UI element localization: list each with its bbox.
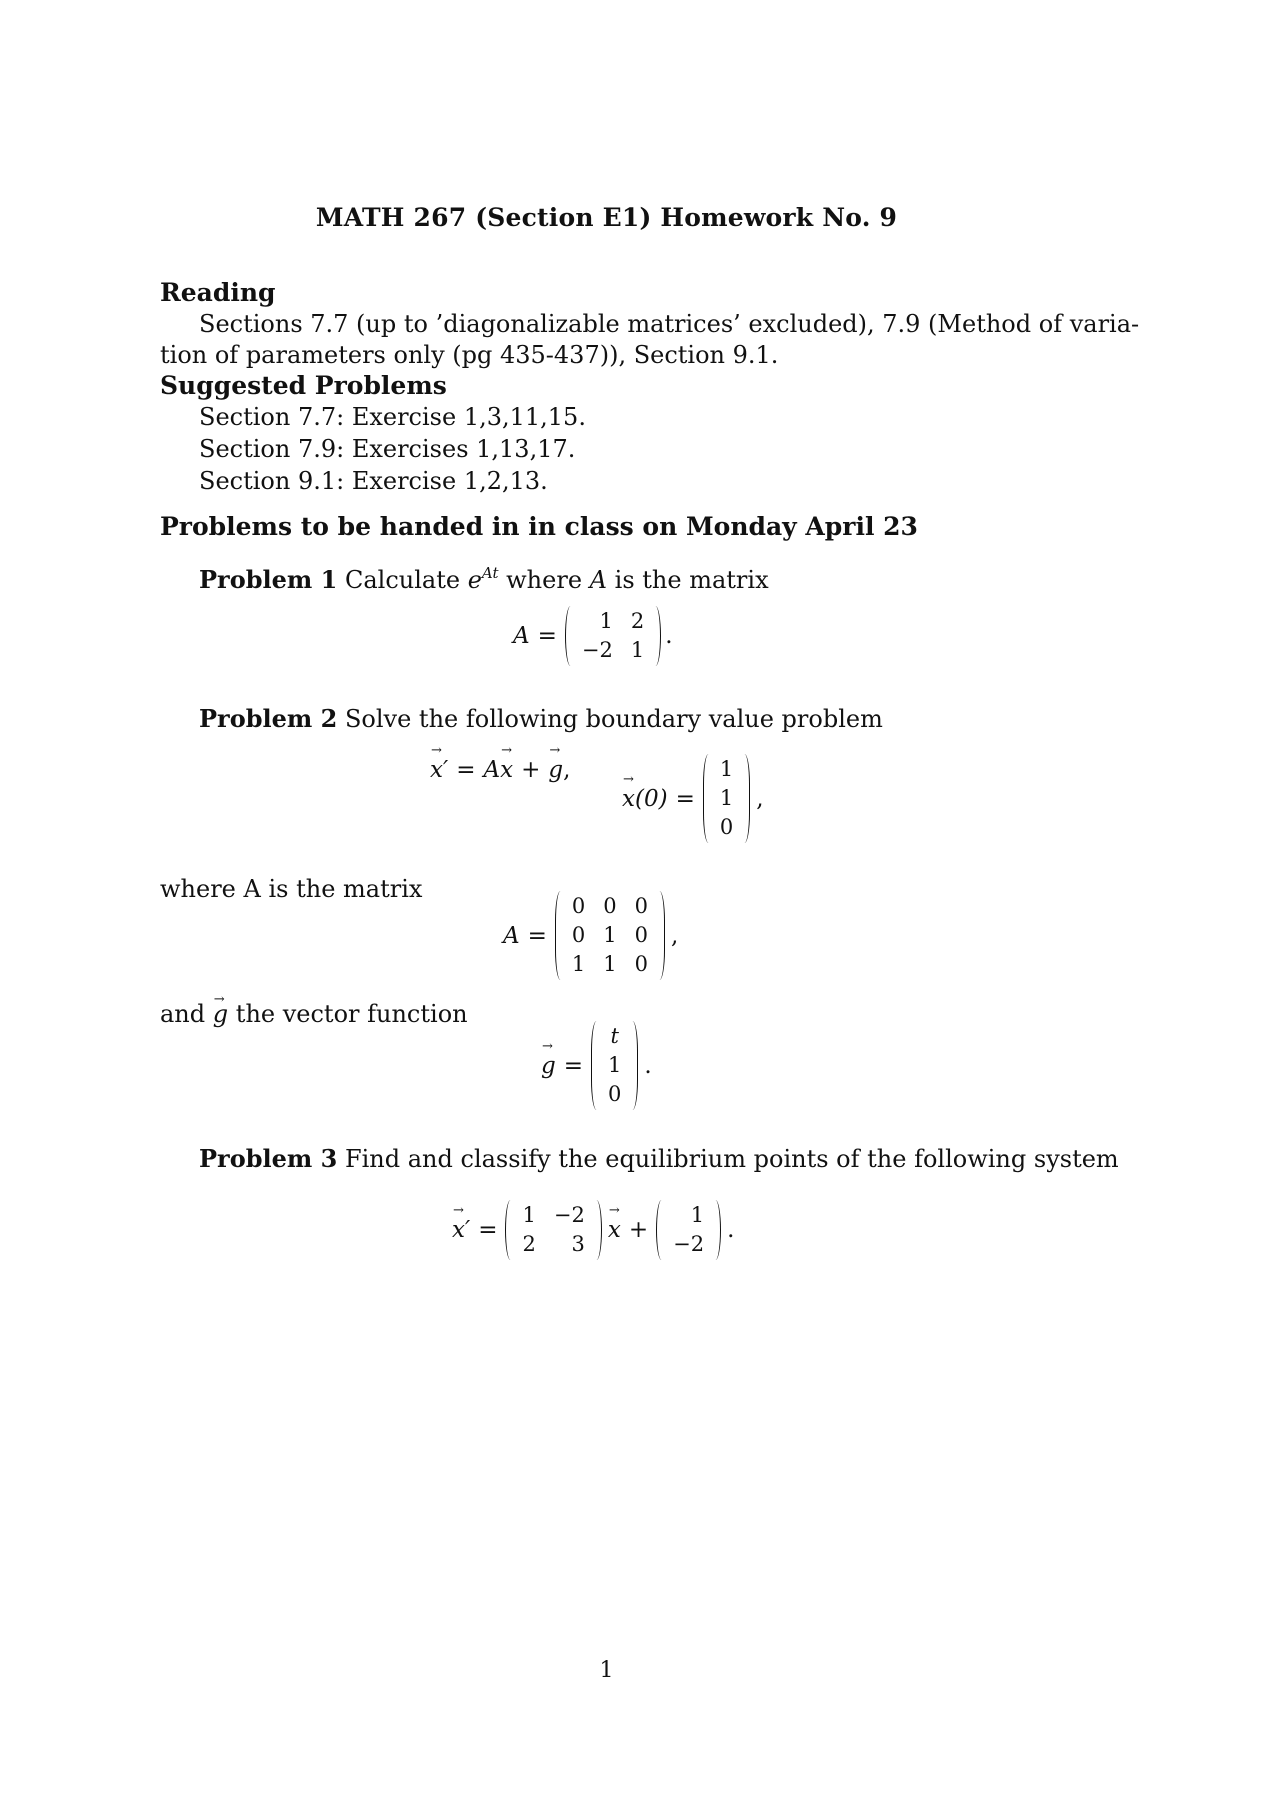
exp-superscript: At [481, 564, 499, 582]
page-title: MATH 267 (Section E1) Homework No. 9 [315, 203, 898, 232]
suggested-item: Section 7.7: Exercise 1,3,11,15. [199, 403, 586, 431]
and-text: the vector function [235, 1000, 468, 1028]
g-vector: → g [548, 757, 563, 783]
g-vector-matrix [591, 1021, 638, 1110]
x-prime: → x′ [430, 757, 448, 783]
exp-base: e [467, 566, 482, 594]
matrix-entry: 0 [634, 952, 649, 976]
vector-entry: 0 [719, 815, 734, 839]
matrix-entry: 1 [599, 609, 613, 633]
suggested-heading: Suggested Problems [160, 371, 447, 400]
matrix [555, 891, 665, 980]
problem-1-equation: A = 1 2 −2 1 . [513, 606, 681, 666]
problem-2-statement [199, 704, 883, 734]
matrix-entry: 0 [571, 923, 586, 947]
problem-2-and-text [160, 999, 468, 1029]
reading-line-2: tion of parameters only (pg 435-437)), Section 9.1. [160, 341, 779, 369]
matrix-entry: −2 [553, 1203, 585, 1227]
matrix-symbol: A [483, 757, 501, 783]
handin-heading: Problems to be handed in in class on Monday April 23 [160, 512, 918, 541]
vector-entry: 1 [719, 757, 734, 781]
problem-1-text: is the matrix [614, 566, 769, 594]
page-number: 1 [599, 1658, 614, 1683]
matrix-entry: 1 [603, 923, 617, 947]
suggested-item: Section 7.9: Exercises 1,13,17. [199, 435, 576, 463]
matrix [565, 606, 661, 666]
problem-2-text: Solve the following boundary value problem [344, 705, 883, 733]
vector [656, 1200, 721, 1260]
initial-vector [703, 754, 750, 843]
suggested-item: Section 9.1: Exercise 1,2,13. [199, 467, 548, 495]
matrix-entry: 1 [603, 952, 617, 976]
problem-1-text: where [506, 566, 583, 594]
vector-entry: 0 [608, 1082, 622, 1106]
vector-entry: −2 [673, 1232, 705, 1256]
problem-3-text: Find and classify the equilibrium points of the following system [344, 1145, 1119, 1173]
matrix-entry: 0 [571, 894, 586, 918]
matrix-entry: −2 [581, 638, 613, 662]
matrix-entry: 0 [603, 894, 617, 918]
problem-2-g-definition: → g = t 1 0 . [541, 1021, 660, 1110]
problem-1-label: Problem 1 [199, 565, 338, 594]
matrix-symbol: A [589, 566, 608, 594]
vector-entry: 1 [719, 786, 734, 810]
matrix-entry: 1 [522, 1203, 536, 1227]
matrix-entry: 3 [571, 1232, 585, 1256]
matrix-entry: 2 [630, 609, 645, 633]
x-initial: → x(0) [622, 786, 668, 812]
problem-2-ode: → x′ = A → x + → g , [430, 757, 570, 783]
matrix-symbol: A [513, 623, 530, 649]
matrix-entry: 1 [630, 638, 645, 662]
vector-entry: t [610, 1024, 619, 1048]
matrix-entry: 0 [634, 894, 649, 918]
matrix-entry: 0 [634, 923, 649, 947]
and-text: and [160, 1000, 206, 1028]
problem-2-label: Problem 2 [199, 704, 338, 733]
problem-1-text: Calculate [344, 566, 461, 594]
g-vector: → g [541, 1053, 556, 1079]
matrix-entry: 1 [571, 952, 586, 976]
reading-heading: Reading [160, 278, 276, 307]
problem-2-where-text: where A is the matrix [160, 875, 423, 903]
reading-line-1: Sections 7.7 (up to ’diagonalizable matrices’ excluded), 7.9 (Method of varia- [199, 310, 1140, 338]
matrix [505, 1200, 601, 1260]
vector-entry: 1 [690, 1203, 705, 1227]
problem-2-matrix-equation: A = 0 0 0 0 1 0 1 1 0 , [503, 891, 686, 980]
problem-3-system: → x′ = 1 −2 2 3 → x + 1 −2 . [452, 1200, 742, 1260]
problem-1-statement [199, 558, 769, 595]
problem-2-initial-condition: → x(0) = 1 1 0 , [622, 754, 772, 843]
problem-3-statement [199, 1144, 1119, 1174]
matrix-entry: 2 [522, 1232, 536, 1256]
x-vector: → x [500, 757, 513, 783]
problem-3-label: Problem 3 [199, 1144, 338, 1173]
g-vector: → g [213, 999, 228, 1029]
vector-entry: 1 [608, 1053, 622, 1077]
